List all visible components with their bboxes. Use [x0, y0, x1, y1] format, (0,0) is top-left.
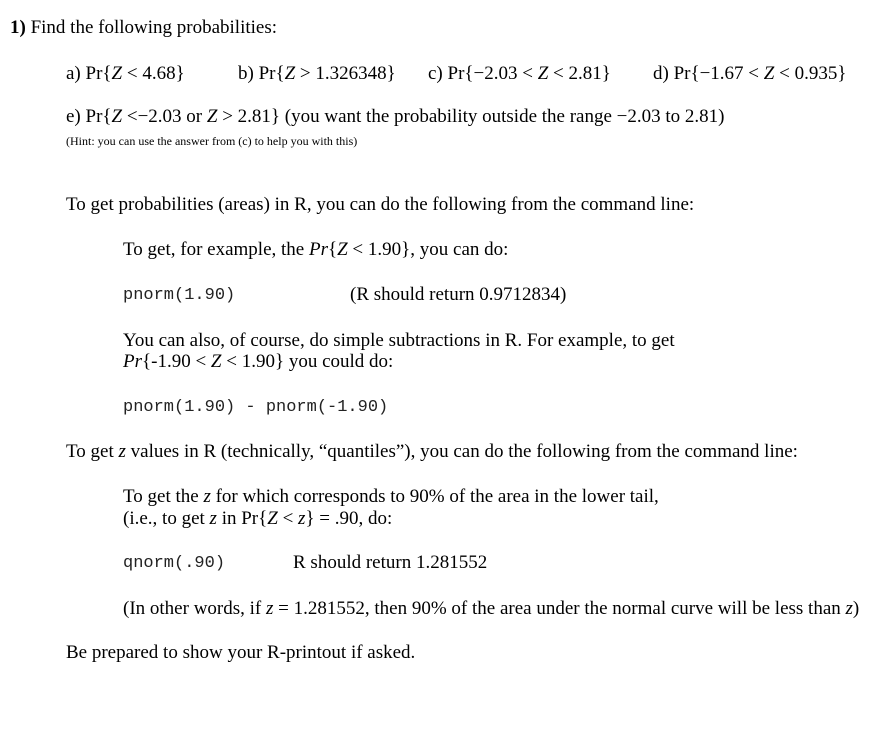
code-pnorm: pnorm(1.90) [123, 286, 236, 305]
closing-note: Be prepared to show your R-printout if asked. [66, 642, 416, 663]
question-header [10, 18, 277, 37]
part-a: a) Pr{Z < 4.68} [66, 63, 185, 84]
quantile-line1: To get the z for which corresponds to 90% of the area in the lower tail, [123, 486, 659, 507]
quantile-line2: (i.e., to get z in Pr{Z < z} = .90, do: [123, 508, 393, 529]
code-qnorm: qnorm(.90) [123, 554, 226, 573]
question-title: Find the following probabilities: [30, 17, 278, 38]
subtraction-line1: You can also, of course, do simple subtractions in R. For example, to get [123, 330, 675, 351]
code-qnorm-result: R should return 1.281552 [293, 552, 488, 573]
question-number: 1) [10, 17, 26, 38]
code-pnorm-result: (R should return 0.9712834) [350, 284, 567, 305]
subtraction-line2: Pr{-1.90 < Z < 1.90} you could do: [123, 351, 394, 372]
hint-text: (Hint: you can use the answer from (c) to help you with this) [66, 134, 358, 148]
part-e: e) Pr{Z <−2.03 or Z > 2.81} (you want the probability outside the range −2.03 to 2.81) [66, 106, 725, 127]
quantiles-intro: To get z values in R (technically, “quantiles”), you can do the following from the command line: [66, 441, 798, 462]
example-line: To get, for example, the Pr{Z < 1.90}, you can do: [123, 239, 509, 260]
part-c: c) Pr{−2.03 < Z < 2.81} [428, 63, 611, 84]
part-d: d) Pr{−1.67 < Z < 0.935} [653, 63, 847, 84]
probabilities-intro: To get probabilities (areas) in R, you can do the following from the command line: [66, 194, 695, 215]
other-words-line: (In other words, if z = 1.281552, then 90% of the area under the normal curve will be less than z) [123, 598, 860, 619]
code-pnorm-difference: pnorm(1.90) - pnorm(-1.90) [123, 398, 389, 417]
part-b: b) Pr{Z > 1.326348} [238, 63, 396, 84]
